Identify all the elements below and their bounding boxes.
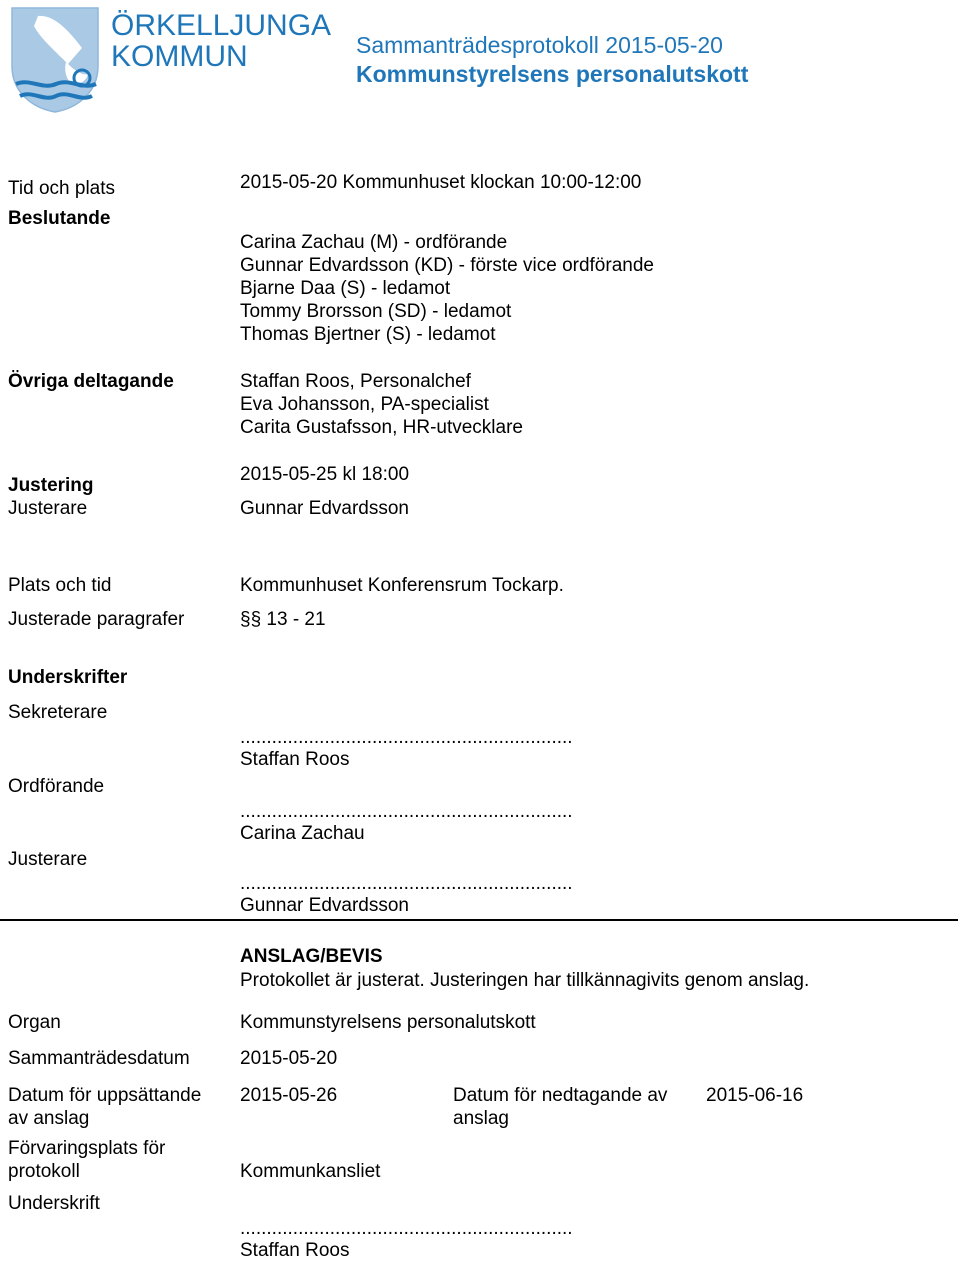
decision-makers-label: Beslutande: [8, 208, 111, 229]
storage-value: Kommunkansliet: [240, 1161, 381, 1182]
removed-label-cont: anslag: [453, 1108, 509, 1129]
other-participant: Staffan Roos, Personalchef: [240, 371, 471, 392]
signatures-heading: Underskrifter: [8, 667, 128, 688]
posted-value: 2015-05-26: [240, 1085, 338, 1106]
paragraphs-value: §§ 13 - 21: [240, 609, 326, 630]
decision-maker: Gunnar Edvardsson (KD) - förste vice ordförande: [240, 255, 654, 276]
notice-text: Protokollet är justerat. Justeringen har tillkännagivits genom anslag.: [240, 970, 810, 991]
time-place-label: Tid och plats: [8, 178, 116, 199]
committee-name: Kommunstyrelsens personalutskott: [356, 61, 749, 87]
storage-label: Förvaringsplats för: [8, 1138, 166, 1159]
secretary-name: Staffan Roos: [240, 749, 350, 770]
chair-name: Carina Zachau: [240, 823, 365, 844]
signature-adjuster-label: Justerare: [8, 849, 88, 870]
adjuster-name: Gunnar Edvardsson: [240, 895, 409, 916]
removed-value: 2015-06-16: [706, 1085, 804, 1106]
removed-label: Datum för nedtagande av: [453, 1085, 668, 1106]
municipality-name-line2: KOMMUN: [111, 40, 248, 73]
signature-label: Underskrift: [8, 1193, 100, 1214]
secretary-label: Sekreterare: [8, 702, 108, 723]
chair-label: Ordförande: [8, 776, 105, 797]
protocol-title: Sammanträdesprotokoll 2015-05-20: [356, 32, 723, 58]
municipality-name-line1: ÖRKELLJUNGA: [111, 9, 332, 42]
time-place-value: 2015-05-20 Kommunhuset klockan 10:00-12:00: [240, 172, 642, 193]
signature-line: ...............................................................: [240, 801, 573, 822]
adjuster-label: Justerare: [8, 498, 88, 519]
other-participant: Eva Johansson, PA-specialist: [240, 394, 489, 415]
decision-maker: Bjarne Daa (S) - ledamot: [240, 278, 451, 299]
paragraphs-label: Justerade paragrafer: [8, 609, 185, 630]
municipality-logo: [8, 4, 104, 119]
other-participant: Carita Gustafsson, HR-utvecklare: [240, 417, 523, 438]
posted-label: Datum för uppsättande: [8, 1085, 202, 1106]
meeting-date-value: 2015-05-20: [240, 1048, 338, 1069]
place-time-value: Kommunhuset Konferensrum Tockarp.: [240, 575, 564, 596]
signature-line: ...............................................................: [240, 727, 573, 748]
signature-line: ...............................................................: [240, 1218, 573, 1239]
adjuster-value: Gunnar Edvardsson: [240, 498, 409, 519]
place-time-label: Plats och tid: [8, 575, 112, 596]
storage-label-cont: protokoll: [8, 1161, 80, 1182]
section-divider: [0, 919, 958, 921]
bell-coat-of-arms-icon: [8, 4, 104, 114]
adjustment-value: 2015-05-25 kl 18:00: [240, 464, 410, 485]
signature-name: Staffan Roos: [240, 1240, 350, 1261]
decision-maker: Thomas Bjertner (S) - ledamot: [240, 324, 496, 345]
meeting-date-label: Sammanträdesdatum: [8, 1048, 190, 1069]
posted-label-cont: av anslag: [8, 1108, 90, 1129]
others-label: Övriga deltagande: [8, 371, 174, 392]
decision-maker: Tommy Brorsson (SD) - ledamot: [240, 301, 512, 322]
notice-heading: ANSLAG/BEVIS: [240, 946, 383, 967]
signature-line: ...............................................................: [240, 873, 573, 894]
organ-label: Organ: [8, 1012, 61, 1033]
decision-maker: Carina Zachau (M) - ordförande: [240, 232, 508, 253]
adjustment-label: Justering: [8, 475, 94, 496]
organ-value: Kommunstyrelsens personalutskott: [240, 1012, 536, 1033]
